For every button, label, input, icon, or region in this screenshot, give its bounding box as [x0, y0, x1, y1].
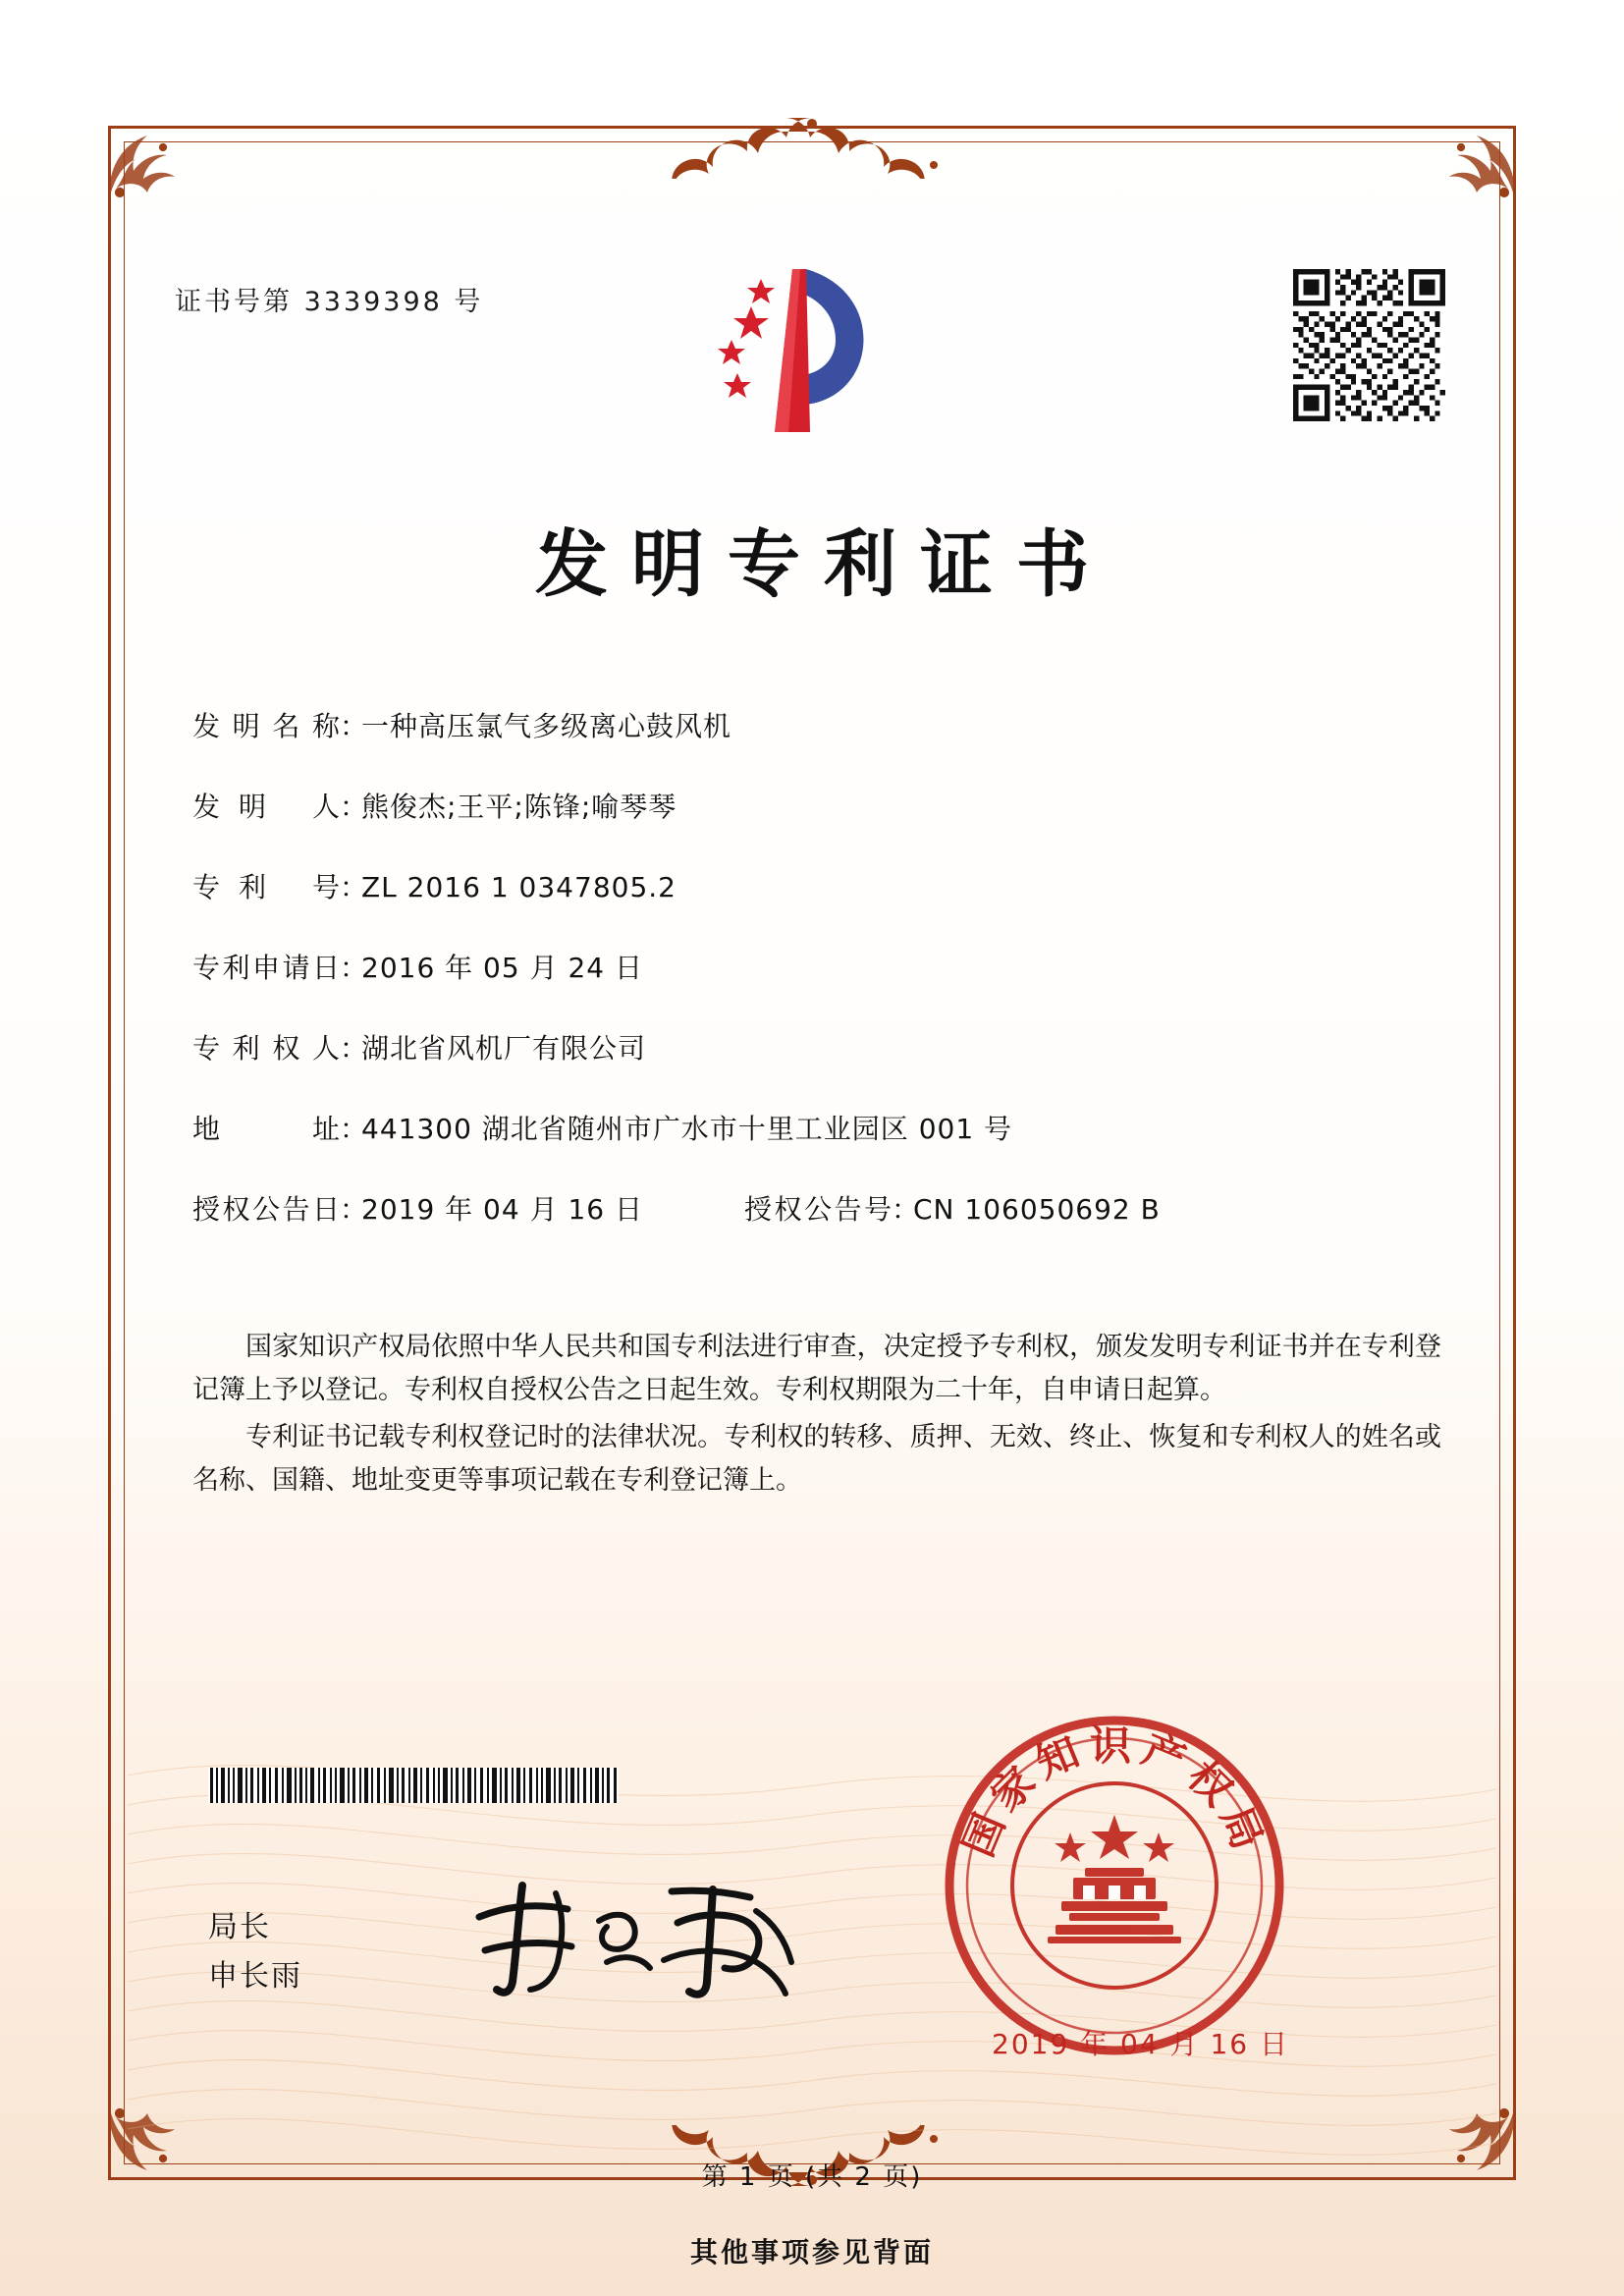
grant-date-value: 2019 年 04 月 16 日 [361, 1193, 644, 1226]
official-seal [938, 1709, 1291, 2062]
paragraph-2: 专利证书记载专利权登记时的法律状况。专利权的转移、质押、无效、终止、恢复和专利权人的姓名或名称、国籍、地址变更等事项记载在专利登记簿上。 [192, 1422, 1441, 1496]
paragraph-1: 国家知识产权局依照中华人民共和国专利法进行审查，决定授予专利权，颁发发明专利证书并在专利登记簿上予以登记。专利权自授权公告之日起生效。专利权期限为二十年，自申请日起算。 [192, 1332, 1441, 1405]
corner-ornament-icon [1432, 120, 1522, 210]
certificate-number: 证书号第 3339398 号 [175, 287, 484, 317]
field-value: ZL 2016 1 0347805.2 [361, 871, 677, 903]
field-patent-number [192, 866, 1447, 905]
barcode [208, 1768, 619, 1803]
grant-number-value: CN 106050692 B [913, 1193, 1161, 1226]
field-address [192, 1108, 1447, 1147]
handwritten-signature-icon [461, 1866, 815, 2003]
top-ornament-icon [517, 110, 1107, 179]
field-label: 专 利 申 请 日 [192, 952, 340, 984]
field-label: 专 利 号 [192, 871, 340, 903]
field-colon: ： [340, 1113, 368, 1145]
field-colon: ： [340, 710, 368, 742]
field-colon: ： [340, 871, 368, 903]
page-indicator: 第 1 页 (共 2 页) [701, 2162, 923, 2192]
page-title: 发明专利证书 [535, 522, 1112, 607]
svg-text:国家知识产权局: 国家知识产权局 [953, 1722, 1275, 1864]
field-label: 专 利 权 人 [192, 1032, 340, 1065]
field-value: 熊俊杰;王平;陈锋;喻琴琴 [361, 791, 677, 823]
qr-code-icon [1293, 269, 1445, 421]
field-inventors [192, 786, 1447, 825]
signature-name: 申长雨 [208, 1959, 302, 1994]
signature-role: 局长 [208, 1910, 271, 1944]
field-value: 441300 湖北省随州市广水市十里工业园区 001 号 [361, 1113, 1013, 1145]
field-colon: ： [892, 1193, 920, 1226]
field-label: 发 明 人 [192, 791, 340, 823]
cnipa-logo-icon [690, 257, 916, 444]
field-invention-name [192, 705, 1447, 744]
grant-number-label: 授 权 公 告 号 [744, 1193, 892, 1226]
corner-ornament-icon [102, 120, 192, 210]
signature-block [208, 1903, 302, 2001]
field-label: 地 址 [192, 1113, 340, 1145]
seal-date: 2019 年 04 月 16 日 [992, 2028, 1290, 2060]
legal-text-block [192, 1326, 1441, 1506]
fields-block [192, 705, 1447, 1269]
back-note: 其他事项参见背面 [689, 2236, 934, 2269]
field-colon: ： [340, 1193, 368, 1226]
field-colon: ： [340, 952, 368, 984]
field-grant-row [192, 1188, 1447, 1228]
field-colon: ： [340, 791, 368, 823]
field-application-date [192, 947, 1447, 986]
field-patentee [192, 1027, 1447, 1066]
field-label: 授 权 公 告 日 [192, 1193, 340, 1226]
field-colon: ： [340, 1032, 368, 1065]
field-value: 2016 年 05 月 24 日 [361, 952, 644, 984]
field-value: 湖北省风机厂有限公司 [361, 1032, 647, 1065]
field-label: 发 明 名 称 [192, 710, 340, 742]
field-value: 一种高压氯气多级离心鼓风机 [361, 710, 732, 742]
